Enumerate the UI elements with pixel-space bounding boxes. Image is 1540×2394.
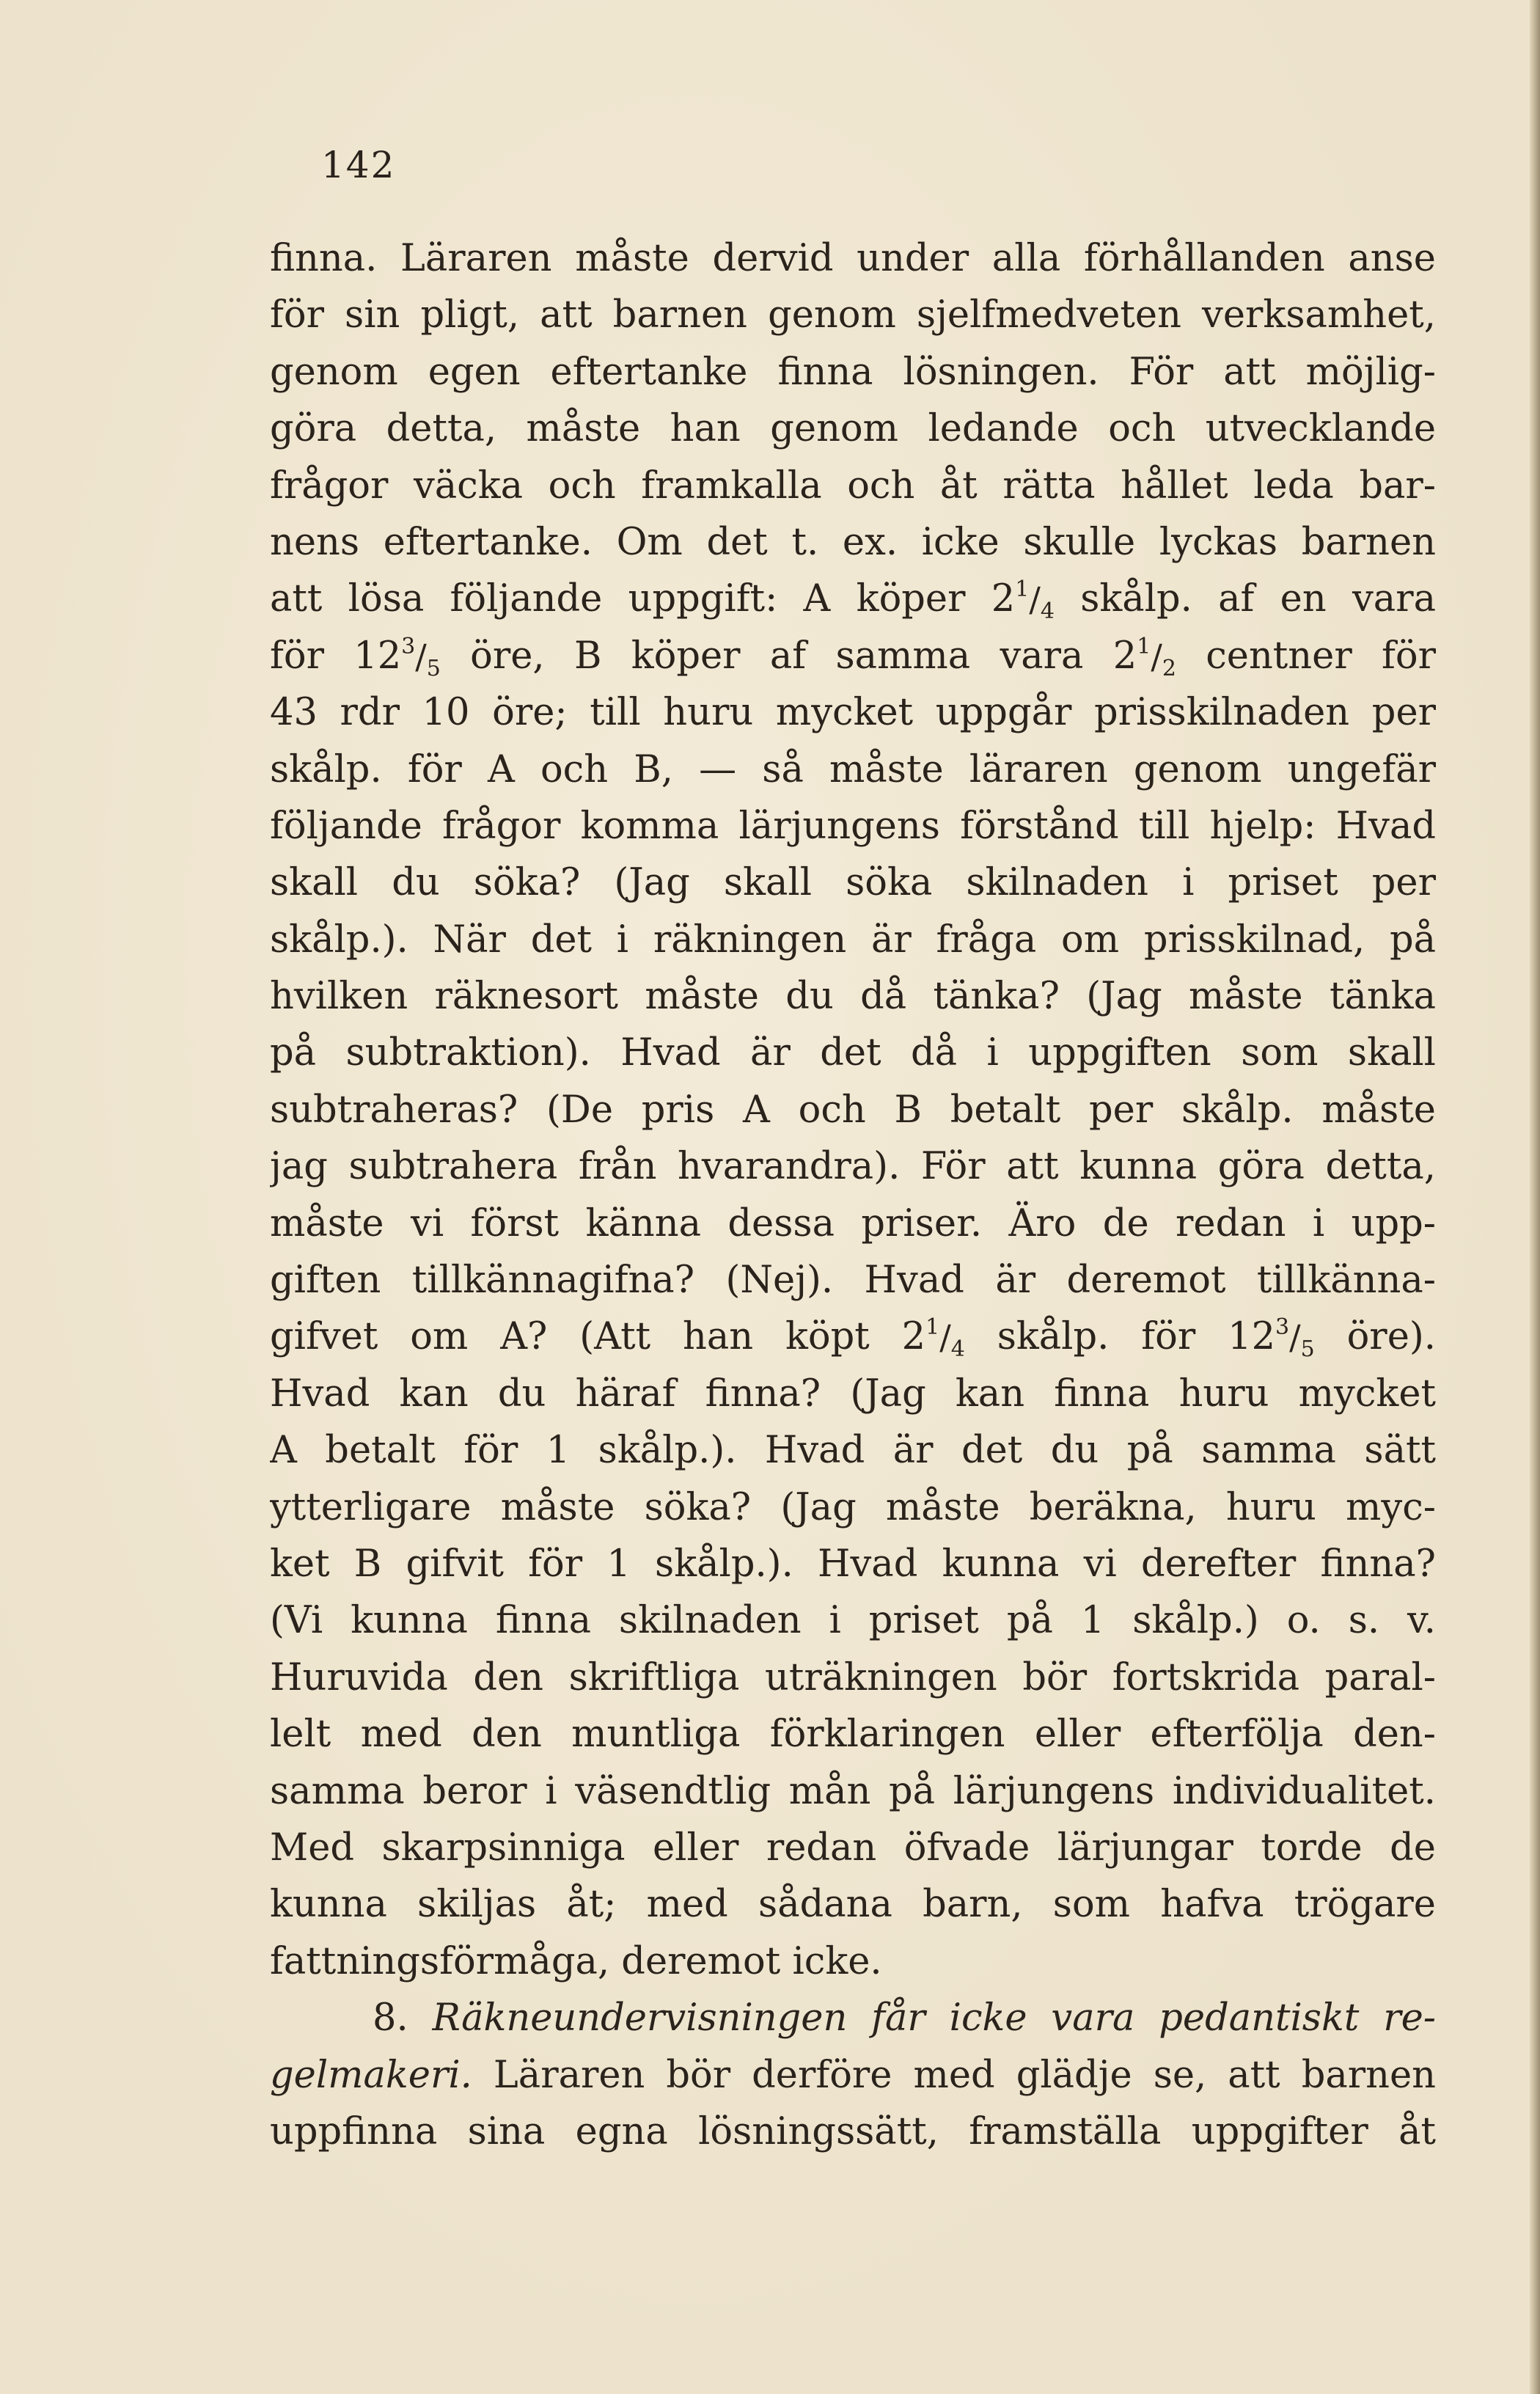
text-segment: skålp. för 12 <box>964 1315 1276 1359</box>
fraction-denominator: 4 <box>950 1336 965 1363</box>
fraction-denominator: 5 <box>1300 1336 1315 1363</box>
text-line: jag subtrahera från hvarandra). För att kunna göra detta, <box>270 1145 1436 1189</box>
text-line: nens eftertanke. Om det t. ex. icke skulle lyckas barnen <box>270 520 1436 564</box>
fraction-slash: / <box>939 1317 951 1358</box>
text-line: ket B gifvit för 1 skålp.). Hvad kunna vi derefter finna? <box>270 1542 1436 1586</box>
fraction-slash: / <box>1151 636 1162 676</box>
text-line: (Vi kunna finna skilnaden i priset på 1 skålp.) o. s. v. <box>270 1599 1436 1643</box>
section-heading-line <box>270 1990 1436 2046</box>
text-segment: öre). <box>1314 1315 1436 1359</box>
section-number: 8. <box>373 1996 408 2040</box>
text-line: ytterligare måste söka? (Jag måste beräkna, huru myc- <box>270 1485 1436 1529</box>
text-line: Hvad kan du häraf finna? (Jag kan finna huru mycket <box>270 1372 1436 1416</box>
text-segment: Läraren bör derföre med glädje se, att barnen <box>472 2053 1436 2097</box>
text-line: följande frågor komma lärjungens förstånd till hjelp: Hvad <box>270 804 1436 848</box>
text-segment: öre, B köper af samma vara 2 <box>440 634 1137 678</box>
text-segment: att lösa följande uppgift: A köper 2 <box>270 577 1016 621</box>
text-line: Med skarpsinniga eller redan öfvade lärjungar torde de <box>270 1826 1436 1870</box>
text-line: kunna skiljas åt; med sådana barn, som hafva trögare <box>270 1883 1436 1927</box>
fraction-slash: / <box>415 636 427 676</box>
text-line: genom egen eftertanke finna lösningen. För att möjlig- <box>270 350 1436 394</box>
text-line: skålp.). När det i räkningen är fråga om prisskilnad, på <box>270 918 1436 962</box>
text-line: 43 rdr 10 öre; till huru mycket uppgår prisskilnaden per <box>270 691 1436 735</box>
text-segment: skålp. af en vara <box>1054 577 1436 621</box>
fraction-slash: / <box>1029 579 1041 620</box>
text-line: uppfinna sina egna lösningssätt, framställa uppgifter åt <box>270 2109 1436 2153</box>
text-line <box>270 2047 1436 2104</box>
text-line: skålp. för A och B, — så måste läraren genom ungefär <box>270 747 1436 791</box>
text-line: A betalt för 1 skålp.). Hvad är det du på samma sätt <box>270 1429 1436 1473</box>
text-line-fraction <box>270 571 1436 627</box>
fraction-denominator: 4 <box>1040 598 1055 625</box>
text-line: giften tillkännagifna? (Nej). Hvad är deremot tillkänna- <box>270 1259 1436 1303</box>
text-line: Huruvida den skriftliga uträkningen bör fortskrida paral- <box>270 1655 1436 1699</box>
text-line: finna. Läraren måste dervid under alla förhållanden anse <box>270 237 1436 280</box>
text-segment: för 12 <box>270 634 402 678</box>
fraction-numerator: 1 <box>925 1314 940 1341</box>
fraction-denominator: 2 <box>1162 655 1176 681</box>
fraction-slash: / <box>1289 1317 1301 1358</box>
text-line: hvilken räknesort måste du då tänka? (Jag måste tänka <box>270 975 1436 1019</box>
fraction-numerator: 3 <box>401 633 416 659</box>
fraction-numerator: 1 <box>1015 576 1030 603</box>
text-line: göra detta, måste han genom ledande och utvecklande <box>270 407 1436 451</box>
text-line-fraction <box>270 1308 1436 1365</box>
text-line: samma beror i väsendtlig mån på lärjungens individualitet. <box>270 1769 1436 1813</box>
page-number: 142 <box>321 144 396 186</box>
text-line: för sin pligt, att barnen genom sjelfmedveten verksamhet, <box>270 293 1436 337</box>
text-line: måste vi först känna dessa priser. Äro de redan i upp- <box>270 1201 1436 1245</box>
text-line: lelt med den muntliga förklaringen eller efterfölja den- <box>270 1713 1436 1757</box>
text-line: fattningsförmåga, deremot icke. <box>270 1939 882 1983</box>
section-heading: Räkneundervisningen får icke vara pedantiskt re- <box>432 1996 1436 2040</box>
text-line: subtraheras? (De pris A och B betalt per skålp. måste <box>270 1088 1436 1132</box>
body-text <box>270 230 1436 2160</box>
text-segment: gifvet om A? (Att han köpt 2 <box>270 1315 926 1359</box>
fraction-numerator: 3 <box>1275 1314 1290 1341</box>
fraction-numerator: 1 <box>1137 633 1151 659</box>
text-line: frågor väcka och framkalla och åt rätta hållet leda bar- <box>270 464 1436 508</box>
text-line: skall du söka? (Jag skall söka skilnaden i priset per <box>270 861 1436 905</box>
text-line-fraction <box>270 628 1436 684</box>
text-segment: centner för <box>1176 634 1436 678</box>
text-line: på subtraktion). Hvad är det då i uppgiften som skall <box>270 1031 1436 1075</box>
page-edge <box>1530 0 1540 2394</box>
section-heading-continued: gelmakeri. <box>270 2053 472 2097</box>
fraction-denominator: 5 <box>426 655 441 681</box>
